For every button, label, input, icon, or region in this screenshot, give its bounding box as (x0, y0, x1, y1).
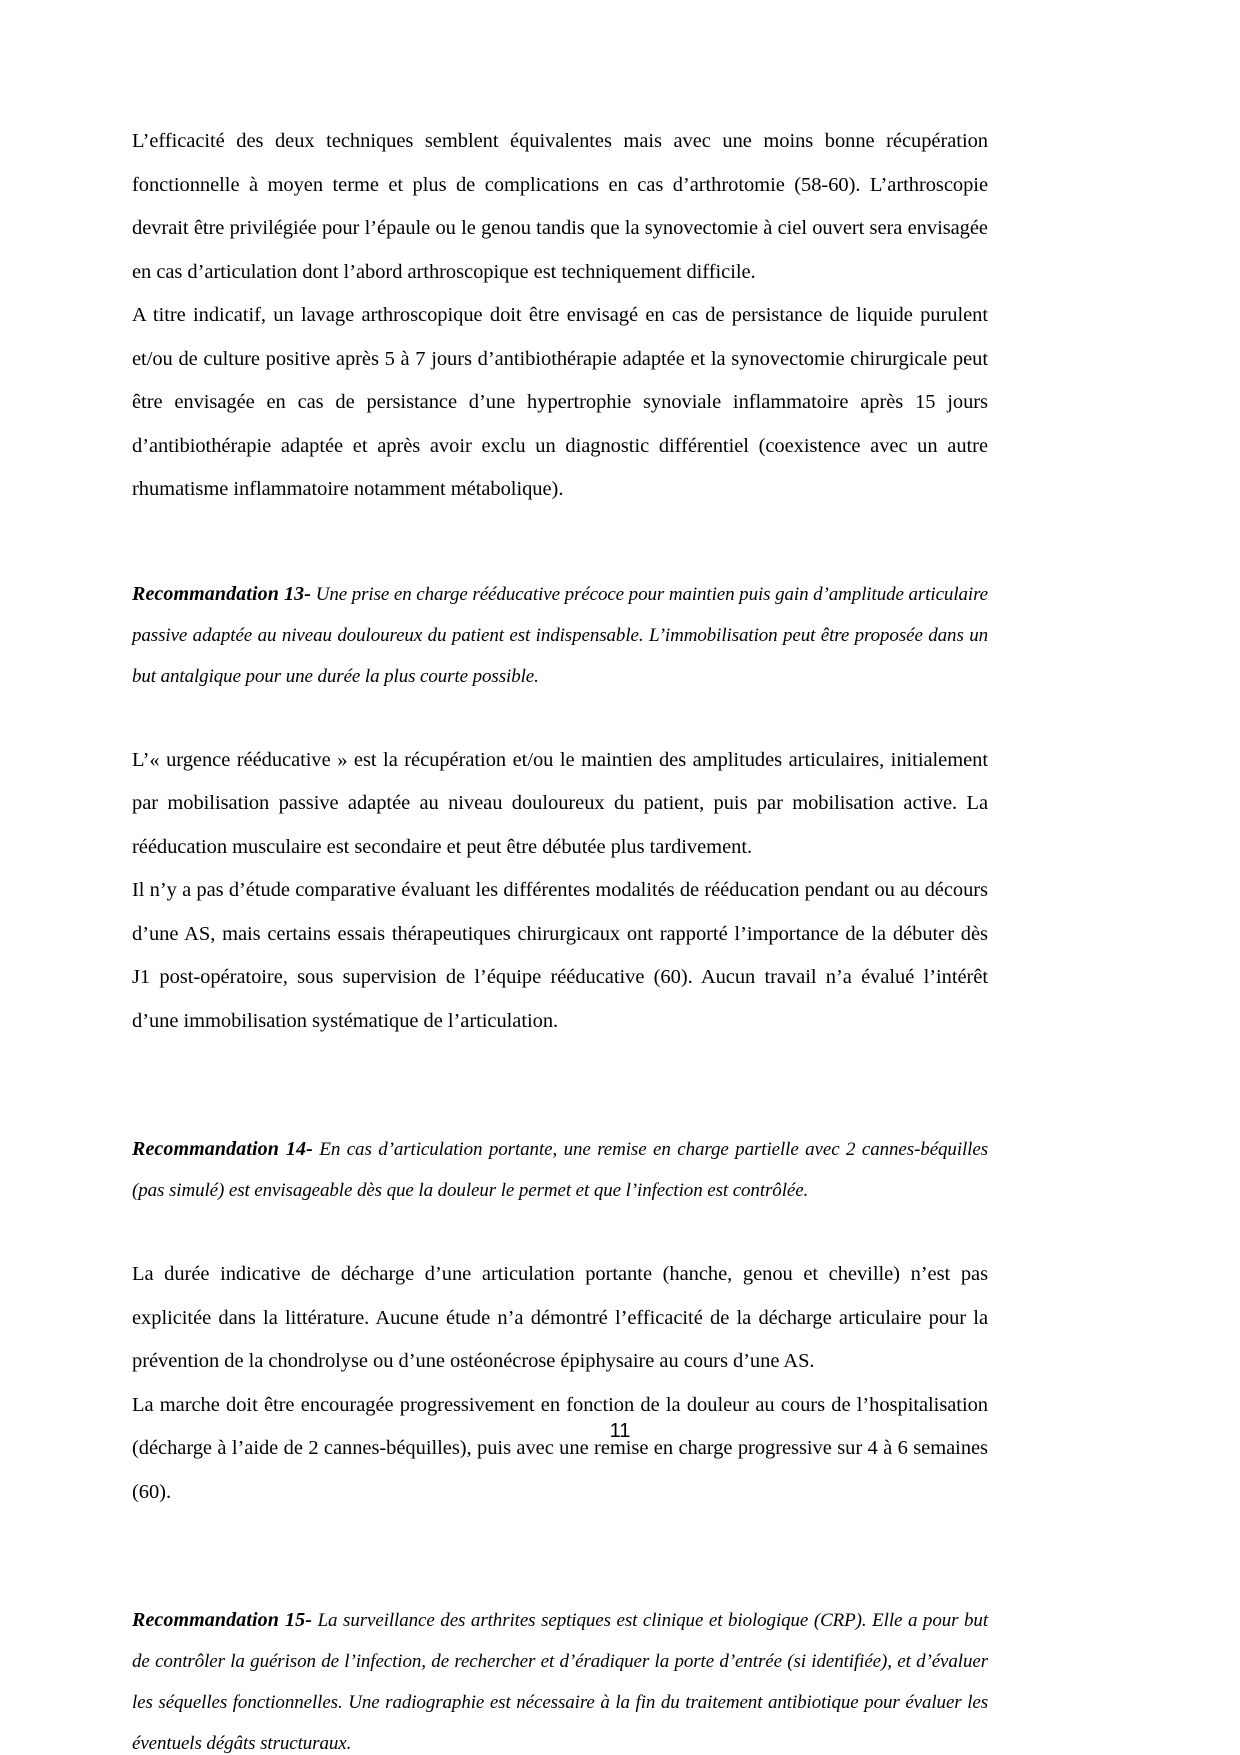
recommendation-15-text: La surveillance des arthrites septiques est clinique et biologique (CRP). Elle a pour but de contrôler la guérison de l’infection, de rechercher et d’éradiquer la porte d’entrée (si identifiée), et d’évaluer les séquelles fonctionnelles. Une radiographie est nécessaire à la fin du traitement antibiotique pour évaluer les éventuels dégâts structuraux. (132, 1610, 989, 1754)
recommendation-14-text: En cas d’articulation portante, une remise en charge partielle avec 2 cannes-béquilles (pas simulé) est envisageable dès que la douleur le permet et que l’infection est contrôlée. (132, 1139, 988, 1201)
spacer-before-reco-15 (132, 1514, 988, 1600)
decharge-paragraph-group (132, 1253, 988, 1514)
paragraph-marche-progressive: La marche doit être encouragée progressivement en fonction de la douleur au cours de l’hospitalisation (décharge à l’aide de 2 cannes-béquilles), puis avec une remise en charge progressive sur 4 à 6 semaines (60). (132, 1393, 988, 1503)
paragraph-etude-comparative: Il n’y a pas d’étude comparative évaluant les différentes modalités de rééducation pendant ou au décours d’une AS, mais certains essais thérapeutiques chirurgicaux ont rapporté l’importance de la débuter dès J1 post-opératoire, sous supervision de l’équipe rééducative (60). Aucun travail n’a évalué l’intérêt d’une immobilisation systématique de l’articulation. (132, 879, 988, 1032)
recommendation-14-block (132, 1129, 988, 1211)
recommendation-13-label: Recommandation 13- (132, 582, 312, 605)
reeducation-paragraph-group (132, 739, 988, 1044)
spacer-before-reco-14 (132, 1043, 988, 1129)
page-number: 11 (609, 1420, 631, 1442)
spacer-after-reco-13 (132, 697, 988, 739)
spacer-after-reco-14 (132, 1211, 988, 1253)
recommendation-13-block (132, 574, 988, 697)
recommendation-15-block (132, 1600, 988, 1755)
paragraph-duree-decharge: La durée indicative de décharge d’une articulation portante (hanche, genou et cheville) n’est pas explicitée dans la littérature. Aucune étude n’a démontré l’efficacité de la décharge articulaire pour la prévention de la chondrolyse ou d’une ostéonécrose épiphysaire au cours d’une AS. (132, 1263, 988, 1372)
recommendation-15-label: Recommandation 15- (132, 1609, 312, 1631)
intro-paragraph-group (132, 120, 988, 512)
paragraph-lavage-arthroscopique: A titre indicatif, un lavage arthroscopique doit être envisagé en cas de persistance de liquide purulent et/ou de culture positive après 5 à 7 jours d’antibiothérapie adaptée et la synovectomie chirurgicale peut être envisagée en cas de persistance d’une hypertrophie synoviale inflammatoire après 15 jours d’antibiothérapie adaptée et après avoir exclu un diagnostic différentiel (coexistence avec un autre rhumatisme inflammatoire notamment métabolique). (132, 304, 988, 500)
recommendation-14-label: Recommandation 14- (132, 1138, 313, 1160)
spacer-before-reco-13 (132, 512, 988, 574)
recommendation-13-text: Une prise en charge rééducative précoce pour maintien puis gain d’amplitude articulaire passive adaptée au niveau douloureux du patient est indispensable. L’immobilisation peut être proposée dans un but antalgique pour une durée la plus courte possible. (132, 583, 988, 687)
page-content (132, 120, 988, 1755)
paragraph-efficacite-techniques: L’efficacité des deux techniques semblent équivalentes mais avec une moins bonne récupération fonctionnelle à moyen terme et plus de complications en cas d’arthrotomie (58-60). L’arthroscopie devrait être privilégiée pour l’épaule ou le genou tandis que la synovectomie à ciel ouvert sera envisagée en cas d’articulation dont l’abord arthroscopique est techniquement difficile. (132, 130, 988, 283)
paragraph-urgence-reeducative: L’« urgence rééducative » est la récupération et/ou le maintien des amplitudes articulaires, initialement par mobilisation passive adaptée au niveau douloureux du patient, puis par mobilisation active. La rééducation musculaire est secondaire et peut être débutée plus tardivement. (132, 748, 988, 858)
